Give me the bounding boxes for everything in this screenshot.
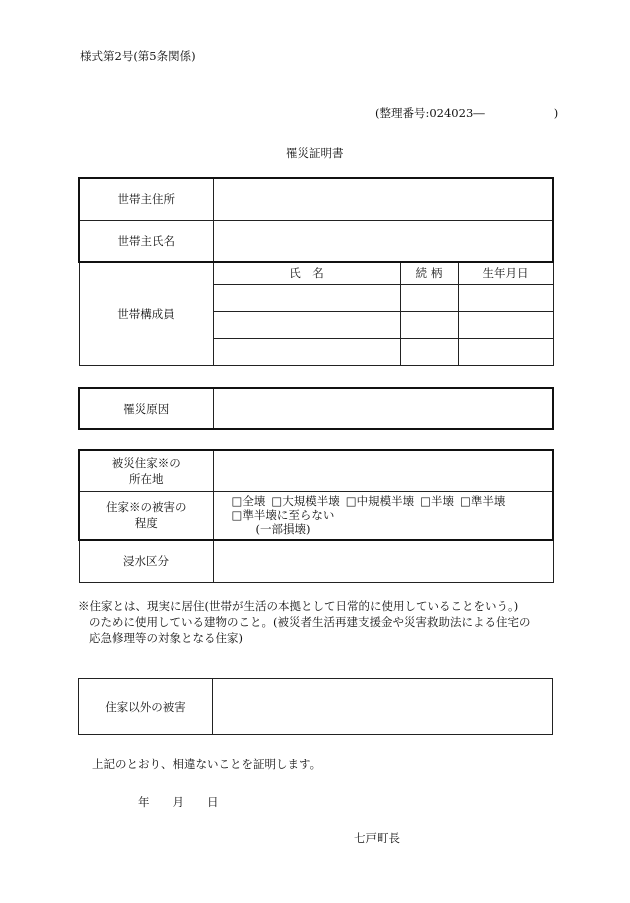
household-table <box>78 177 554 366</box>
location-label-line1: 被災住家※の <box>111 455 181 470</box>
head-address-field[interactable] <box>213 178 553 220</box>
location-label-line2: 所在地 <box>129 471 164 486</box>
member-relation-cell[interactable] <box>400 338 458 365</box>
form-number: 様式第2号(第5条関係) <box>80 49 196 63</box>
option-below-quasi-half[interactable]: □準半壊に至らない <box>231 507 335 522</box>
location-field[interactable] <box>213 450 553 491</box>
other-damage-label: 住家以外の被害 <box>79 679 213 735</box>
location-label <box>79 450 213 491</box>
cause-label: 罹災原因 <box>79 388 213 429</box>
member-birth-cell[interactable] <box>458 338 553 365</box>
house-definition-note <box>78 598 530 646</box>
option-large-scale-half[interactable]: □大規模半壊 <box>271 493 340 508</box>
certification-statement: 上記のとおり、相違ないことを証明します。 <box>92 757 322 771</box>
document-title: 罹災証明書 <box>286 146 344 160</box>
member-birth-cell[interactable] <box>458 284 553 311</box>
option-partial-damage-note: (一部損壊) <box>255 521 311 536</box>
issuer-title: 七戸町長 <box>354 831 400 845</box>
reference-number: (整理番号:024023― ) <box>375 106 559 120</box>
flood-label: 浸水区分 <box>79 540 213 582</box>
damage-level-label <box>79 491 213 540</box>
member-name-cell[interactable] <box>213 338 400 365</box>
issue-date: 年 月 日 <box>138 795 219 809</box>
note-line-3: 応急修理等の対象となる住家) <box>89 631 243 645</box>
cause-field[interactable] <box>213 388 553 429</box>
other-damage-table <box>78 678 553 735</box>
option-total-collapse[interactable]: □全壊 <box>231 493 266 508</box>
col-relation-header: 続 柄 <box>400 262 458 284</box>
col-birth-header: 生年月日 <box>458 262 553 284</box>
damage-level-options <box>213 491 553 540</box>
damage-level-label-line2: 程度 <box>134 516 158 531</box>
option-medium-scale-half[interactable]: □中規模半壊 <box>345 493 415 508</box>
member-name-cell[interactable] <box>213 284 400 311</box>
member-relation-cell[interactable] <box>400 284 458 311</box>
damage-table <box>78 449 554 583</box>
member-relation-cell[interactable] <box>400 311 458 338</box>
head-name-field[interactable] <box>213 220 553 262</box>
cause-table <box>78 387 554 430</box>
note-line-2: のために使用している建物のこと。(被災者生活再建支援金や災害救助法による住宅の <box>89 615 531 629</box>
head-address-label: 世帯主住所 <box>79 178 213 220</box>
damage-level-label-line1: 住家※の被害の <box>106 500 187 515</box>
members-label: 世帯構成員 <box>79 262 213 365</box>
col-name-header: 氏 名 <box>213 262 400 284</box>
option-half-collapse[interactable]: □半壊 <box>420 493 454 508</box>
head-name-label: 世帯主氏名 <box>79 220 213 262</box>
flood-field[interactable] <box>213 540 553 582</box>
note-line-1: ※住家とは、現実に居住(世帯が生活の本拠として日常的に使用していることをいう。) <box>78 599 519 613</box>
member-birth-cell[interactable] <box>458 311 553 338</box>
other-damage-field[interactable] <box>213 679 553 735</box>
member-name-cell[interactable] <box>213 311 400 338</box>
option-quasi-half[interactable]: □準半壊 <box>460 493 506 508</box>
